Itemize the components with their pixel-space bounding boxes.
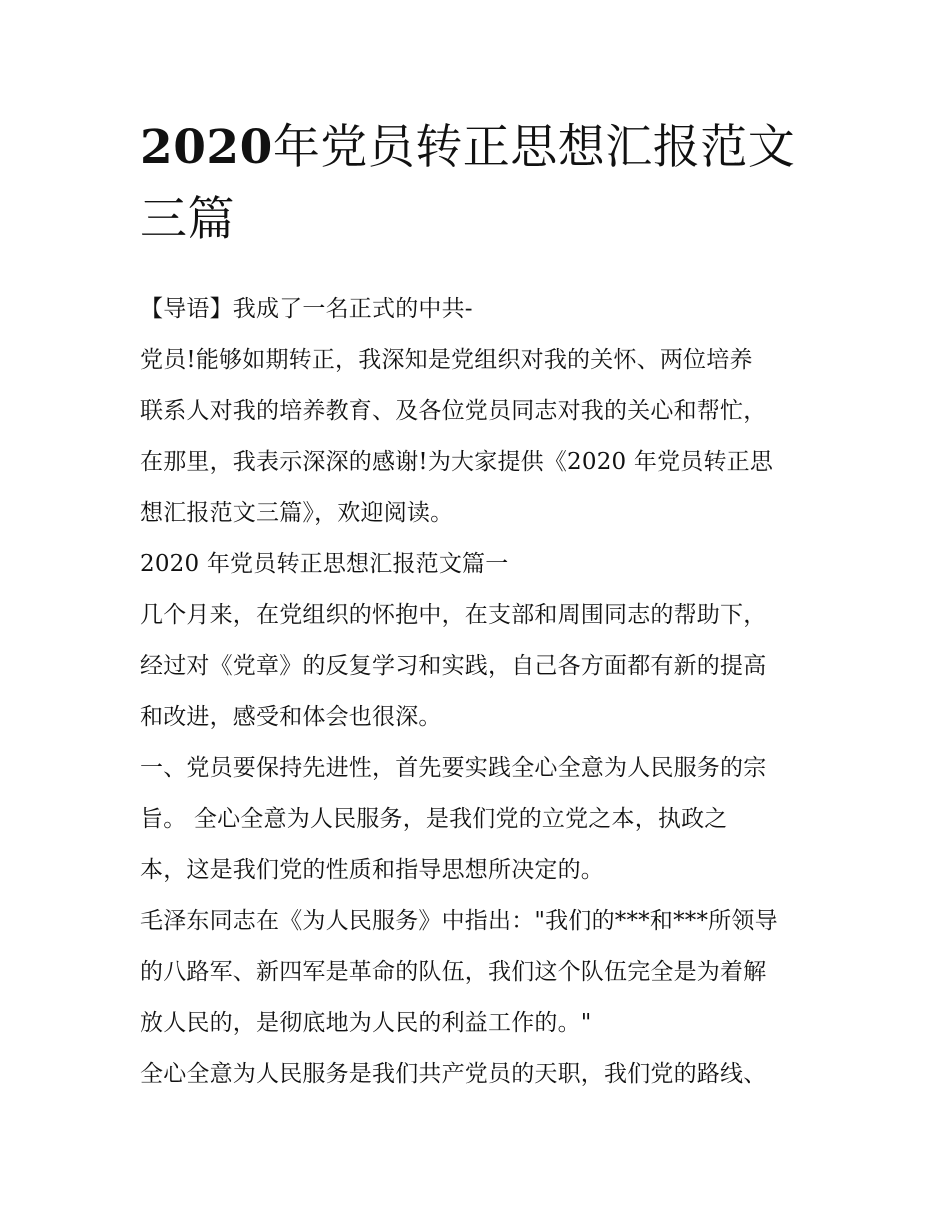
body-line: 几个月来，在党组织的怀抱中，在支部和周围同志的帮助下，	[140, 602, 767, 628]
body-line: 全心全意为人民服务是我们共产党员的天职，我们党的路线、	[140, 1061, 767, 1087]
body-line: 想汇报范文三篇》，欢迎阅读。	[140, 500, 454, 526]
section-heading: 2020 年党员转正思想汇报范文篇一	[140, 551, 509, 577]
body-line: 毛泽东同志在《为人民服务》中指出："我们的***和***所领导	[140, 908, 778, 934]
document-title	[140, 112, 816, 256]
body-line: 放人民的，是彻底地为人民的利益工作的。"	[140, 1010, 592, 1036]
body-line: 旨。 全心全意为人民服务，是我们党的立党之本，执政之	[140, 806, 728, 832]
title-line-1	[140, 112, 816, 184]
document-content	[140, 112, 816, 1100]
body-line: 【导语】我成了一名正式的中共-	[140, 296, 473, 322]
body-line: 经过对《党章》的反复学习和实践，自己各方面都有新的提高	[140, 653, 767, 679]
body-line: 本，这是我们党的性质和指导思想所决定的。	[140, 857, 604, 883]
body-line: 的八路军、新四军是革命的队伍，我们这个队伍完全是为着解	[140, 959, 767, 985]
body-line: 在那里，我表示深深的感谢!为大家提供《2020 年党员转正思	[140, 449, 774, 475]
body-line: 一、党员要保持先进性，首先要实践全心全意为人民服务的宗	[140, 755, 767, 781]
document-body	[140, 284, 816, 1100]
title-line-2: 三篇	[140, 192, 235, 247]
body-line: 和改进，感受和体会也很深。	[140, 704, 442, 730]
title-line-1-text: 年党员转正思想汇报范文	[272, 120, 796, 175]
body-line: 党员!能够如期转正，我深知是党组织对我的关怀、两位培养	[140, 347, 753, 373]
body-line: 联系人对我的培养教育、及各位党员同志对我的关心和帮忙，	[140, 398, 767, 424]
title-year: 2020	[140, 120, 273, 175]
